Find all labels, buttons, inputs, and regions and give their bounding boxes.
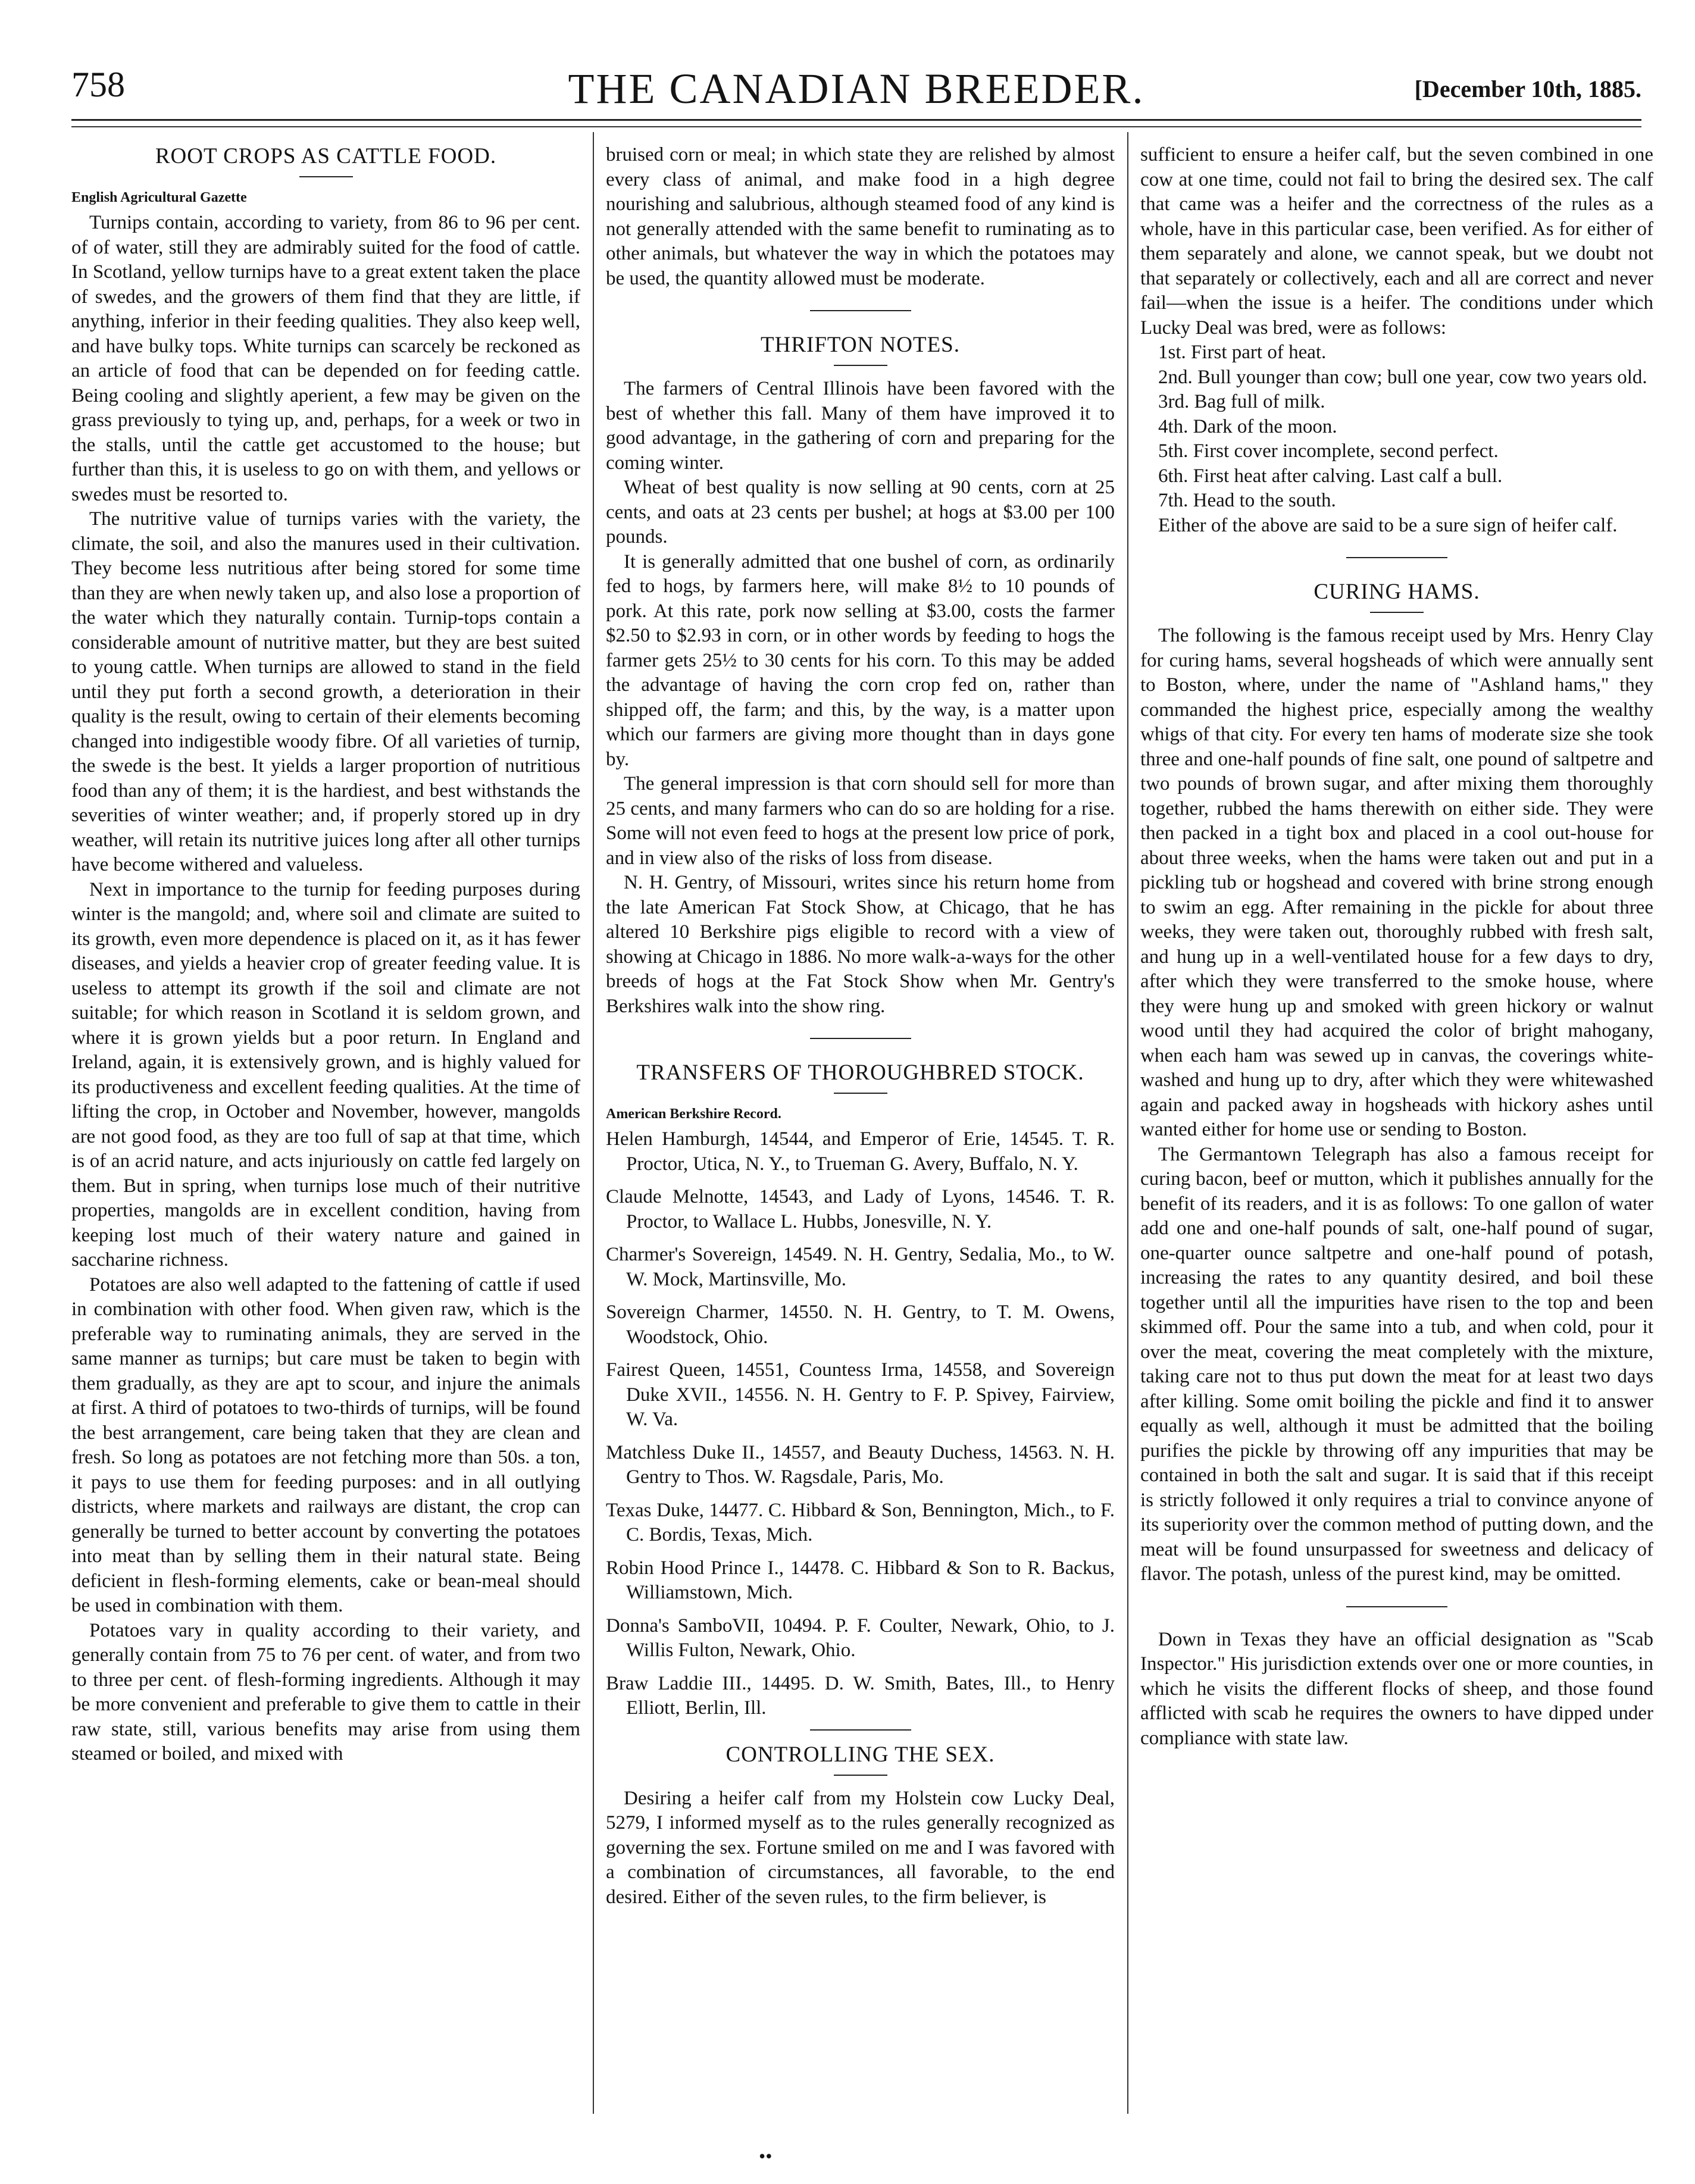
paragraph: The general impression is that corn should sell for more than 25 cents, and many farmers who can do so are holding for a rise. Some will not even feed to hogs at the present low price of pork, and in view also of the risks of loss from disease.: [606, 773, 1115, 869]
continued-paragraph: sufficient to ensure a heifer calf, but the seven combined in one cow at one time, could not fail to bring the desired sex. The calf that came was a heifer and the correctness of the rules as a whole, have in this particular case, been verified. As for either of them separately and alone, we cannot speak, but we doubt not that separately or collectively, each and all are correct and never fail—when the issue is a heifer. The conditions under which Lucky Deal was bred, were as follows:: [1140, 144, 1653, 339]
article-title-controlling-sex: CONTROLLING THE SEX.: [725, 1742, 995, 1767]
transfer-item: Braw Laddie III., 14495. D. W. Smith, Bates, Ill., to Henry Elliott, Berlin, Ill.: [606, 1672, 1115, 1719]
transfer-item: Robin Hood Prince I., 14478. C. Hibbard & Son to R. Backus, Williamstown, Mich.: [606, 1557, 1115, 1603]
paragraph: Desiring a heifer calf from my Holstein cow Lucky Deal, 5279, I informed myself as to the rules generally recognized as governing the sex. Fortune smiled on me and I was favored with a combination of circumstances, all favorable, to the end desired. Either of the seven rules, to the firm believer, is: [606, 1787, 1115, 1908]
header-rule: [71, 119, 1641, 121]
section-separator: [810, 1729, 911, 1731]
article-title-curing-hams: CURING HAMS.: [1314, 580, 1480, 604]
rule-item: 7th. Head to the south.: [1158, 490, 1336, 511]
transfer-item: Charmer's Sovereign, 14549. N. H. Gentry, Sedalia, Mo., to W. W. Mock, Martinsville, Mo.: [606, 1244, 1115, 1290]
paragraph: The nutritive value of turnips varies with the variety, the climate, the soil, and also the manures used in their cultivation. They become less nutritious after being stored for some time than they are when newly taken up, and also lose a proportion of the water which they naturally contain. Turnip-tops contain a considerable amount of nutritive matter, but they are best suited to young cattle. When turnips are allowed to stand in the field until they put forth a second growth, a deterioration in their quality is the result, owing to certain of their elements becoming changed into indigestible woody fibre. Of all varieties of turnip, the swede is the best. It yields a larger proportion of nutritious food than any of them; it is the hardiest, and best withstands the severities of winter weather; and, if properly stored up in dry weather, will retain its nutritive juices long after all other turnips have become withered and valueless.: [71, 508, 580, 875]
continued-paragraph: bruised corn or meal; in which state they are relished by almost every class of animal, and make food in a high degree nourishing and salubrious, although steamed food of any kind is not generally attended with the same benefit to ruminating as to other animals, but whatever the way in which the potatoes may be used, the quantity allowed must be moderate.: [606, 144, 1115, 289]
rule-item: 3rd. Bag full of milk.: [1158, 391, 1325, 412]
transfer-item: Fairest Queen, 14551, Countess Irma, 14558, and Sovereign Duke XVII., 14556. N. H. Gentry to F. P. Spivey, Fairview, W. Va.: [606, 1359, 1115, 1430]
title-divider: [834, 365, 887, 366]
paragraph: Potatoes are also well adapted to the fattening of cattle if used in combination with other food. When given raw, which is the preferable way to ruminating animals, they are served in the same manner as turnips; but care must be taken to begin with them gradually, as they are apt to scour, and injure the animals at first. A third of potatoes to two-thirds of turnips, will be found the best arrangement, care being taken that they are clean and fresh. So long as potatoes are not fetching more than 50s. a ton, it pays to use them for feeding purposes: and in all outlying districts, where markets and railways are distant, the crop can generally be turned to better account by converting the potatoes into meat than by selling them in their natural state. Being deficient in flesh-forming elements, cake or bean-meal should be used in combination with them.: [71, 1274, 580, 1616]
rule-item: 4th. Dark of the moon.: [1158, 415, 1337, 437]
transfer-item: Matchless Duke II., 14557, and Beauty Duchess, 14563. N. H. Gentry to Thos. W. Ragsdale, Paris, Mo.: [606, 1441, 1115, 1488]
newspaper-title: THE CANADIAN BREEDER.: [568, 65, 1145, 112]
article-title-transfers: TRANSFERS OF THOROUGHBRED STOCK.: [636, 1060, 1084, 1085]
paragraph: The farmers of Central Illinois have been favored with the best of whether this fall. Many of them have improved it to good advantage, in the gathering of corn and preparing for the coming winter.: [606, 378, 1115, 474]
section-separator: [1346, 557, 1447, 558]
paragraph: Next in importance to the turnip for feeding purposes during winter is the mangold; and, where soil and climate are suited to its growth, even more dependence is placed on it, as it has fewer diseases, and yields a heavier crop of greater feeding value. It is useless to attempt its growth if the soil and climate are not suitable; for which reason in Scotland it is seldom grown, and where it is grown yields but a poor return. In England and Ireland, again, it is extensively grown, and is highly valued for its productiveness and excellent feeding qualities. At the time of lifting the crop, in October and November, however, mangolds are not good food, as they are too full of sap at that time, which is of an acrid nature, and acts injuriously on cattle fed largely on them. But in spring, when turnips lose much of their nutritive properties, mangolds are in excellent condition, having from keeping lost much of their watery nature and gained in saccharine richness.: [71, 878, 580, 1271]
header-rule-secondary: [71, 126, 1641, 127]
rule-item: 5th. First cover incomplete, second perfect.: [1158, 440, 1499, 462]
transfer-item: Donna's SamboVII, 10494. P. F. Coulter, Newark, Ohio, to J. Willis Fulton, Newark, Ohio.: [606, 1614, 1115, 1661]
page-number: 758: [71, 65, 125, 104]
section-separator: [810, 310, 911, 311]
paragraph: Either of the above are said to be a sure sign of heifer calf.: [1158, 514, 1618, 536]
rule-item: 2nd. Bull younger than cow; bull one year, cow two years old.: [1158, 366, 1647, 388]
paragraph: Turnips contain, according to variety, from 86 to 96 per cent. of of water, still they are admirably suited for the food of cattle. In Scotland, yellow turnips have to a great extent taken the place of swedes, and the growers of them find that they are little, if anything, inferior in their feeding qualities. They also keep well, and have bulky tops. White turnips can scarcely be reckoned as an article of food that can be depended on for feeding cattle. Being cooling and slightly aperient, a few may be given on the grass previously to tying up, and, perhaps, for a week or two in the stalls, until the cattle get accustomed to the house; but further than this, it is useless to go on with them, and yellows or swedes must be resorted to.: [71, 212, 580, 505]
transfer-item: Claude Melnotte, 14543, and Lady of Lyons, 14546. T. R. Proctor, to Wallace L. Hubbs, Jonesville, N. Y.: [606, 1186, 1115, 1232]
masthead: [71, 64, 1641, 118]
paragraph: It is generally admitted that one bushel of corn, as ordinarily fed to hogs, by farmers here, will make 8½ to 10 pounds of pork. At this rate, pork now selling at $3.00, costs the farmer $2.50 to $2.93 in corn, or in other words by feeding to hogs the farmer gets 25½ to 30 cents for his corn. To this may be added the advantage of having the corn crop fed on, rather than shipped off, the farm; and this, by the way, is a matter upon which our farmers are giving more thought than in days gone by.: [606, 550, 1115, 770]
paragraph: N. H. Gentry, of Missouri, writes since his return home from the late American Fat Stock Show, at Chicago, that he has altered 10 Berkshire pigs eligible to record with a view of showing at Chicago in 1886. No more walk-a-ways for the other breeds of hogs at the Fat Stock Show when Mr. Gentry's Berkshires walk into the show ring.: [606, 872, 1115, 1017]
paragraph: The Germantown Telegraph has also a famous receipt for curing bacon, beef or mutton, which it publishes annually for the benefit of its readers, and it is as follows: To one gallon of water add one and one-half pounds of salt, one-half pound of sugar, one-quarter ounce saltpetre and one-half pound of potash, increasing the rates to any quantity desired, and boil these together until all the impurities have risen to the top and been skimmed off. Pour the same into a tub, and when cold, pour it over the meat, covering the meat completely with the mixture, taking care not to thus put down the meat for at least two days after killing. Some omit boiling the pickle and find it to answer equally as well, although it must be admitted that the boiling purifies the pickle by throwing off any impurities that may be contained in both the salt and sugar. It is said that if this receipt is strictly followed it only requires a trial to convince anyone of its superiority over the common method of putting down, and the meat will be found unsurpassed for sweetness and delicacy of flavor. The potash, unless of the purest kind, may be omitted.: [1140, 1143, 1653, 1585]
article-title-thrifton: THRIFTON NOTES.: [761, 333, 960, 357]
column-2: [606, 143, 1115, 1910]
title-divider: [299, 176, 353, 177]
paragraph: The following is the famous receipt used by Mrs. Henry Clay for curing hams, several hogsheads of which were annually sent to Boston, where, under the name of "Ashland hams," they commanded the highest price, especially among the wealthy whigs of that city. For every ten hams of moderate size she took three and one-half pounds of fine salt, one pound of saltpetre and two pounds of brown sugar, and after mixing them thoroughly together, rubbed the hams therewith on either side. They were then packed in a tight box and placed in a cool out-house for about three weeks, when the hams were taken out and put in a pickling tub or hogshead and covered with brine strong enough to swim an egg. After remaining in the pickle for about three weeks, they were taken out, thoroughly rubbed with fresh salt, and hung up in a well-ventilated house for a few days to dry, after which they were transferred to the smoke house, where they were hung up and smoked with green hickory or walnut wood until they had acquired the color of bright mahogany, when each ham was sewed up in canvas, the coverings white-washed and hung up to dry, after which they were whitewashed again and packed away in hogsheads with hickory ashes until wanted either for home use or sending to Boston.: [1140, 625, 1653, 1140]
paragraph: Potatoes vary in quality according to their variety, and generally contain from 75 to 76 per cent. of water, and from two to three per cent. of flesh-forming ingredients. Although it may be more convenient and preferable to give them to cattle in their raw state, still, various benefits may arise from using them steamed or boiled, and mixed with: [71, 1619, 580, 1764]
transfer-item: Texas Duke, 14477. C. Hibbard & Son, Bennington, Mich., to F. C. Bordis, Texas, Mich.: [606, 1499, 1115, 1545]
issue-date: [December 10th, 1885.: [1414, 76, 1641, 102]
title-divider: [834, 1093, 887, 1094]
footer-mark: ••: [759, 2145, 773, 2167]
article-source: American Berkshire Record.: [606, 1106, 781, 1122]
rule-item: 6th. First heat after calving. Last calf a bull.: [1158, 465, 1503, 487]
section-separator: [810, 1038, 911, 1039]
column-divider-left: [593, 132, 594, 2114]
title-divider: [1370, 612, 1424, 613]
article-title-root-crops: ROOT CROPS AS CATTLE FOOD.: [155, 144, 497, 168]
paragraph: Down in Texas they have an official designation as "Scab Inspector." His jurisdiction extends over one or more counties, in which he visits the different flocks of sheep, and those found afflicted with scab he requires the owners to have dipped under compliance with state law.: [1140, 1628, 1653, 1749]
column-1: [71, 143, 580, 1767]
rule-item: 1st. First part of heat.: [1158, 342, 1327, 363]
article-source: English Agricultural Gazette: [71, 190, 247, 205]
column-divider-right: [1127, 132, 1128, 2114]
transfer-item: Sovereign Charmer, 14550. N. H. Gentry, to T. M. Owens, Woodstock, Ohio.: [606, 1301, 1115, 1348]
title-divider: [834, 1775, 887, 1776]
transfer-item: Helen Hamburgh, 14544, and Emperor of Erie, 14545. T. R. Proctor, Utica, N. Y., to Trueman G. Avery, Buffalo, N. Y.: [606, 1128, 1115, 1175]
section-separator: [1346, 1606, 1447, 1607]
column-3: [1140, 143, 1653, 1751]
paragraph: Wheat of best quality is now selling at 90 cents, corn at 25 cents, and oats at 23 cents per bushel; at hogs at $3.00 per 100 pounds.: [606, 477, 1115, 547]
